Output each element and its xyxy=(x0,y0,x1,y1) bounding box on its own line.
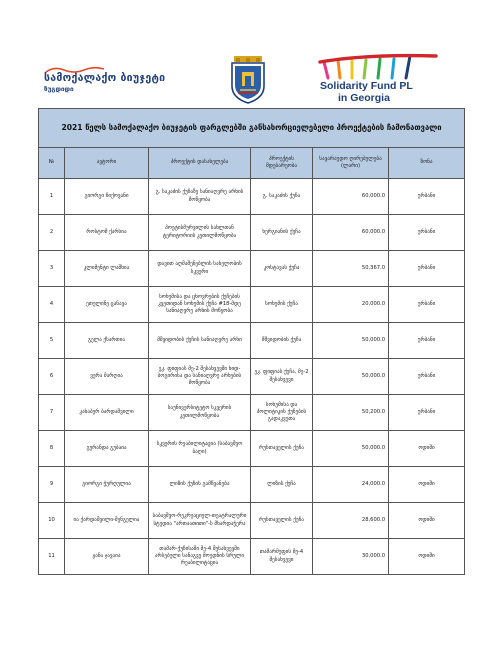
row-zone: ურბანი xyxy=(389,179,465,215)
coat-of-arms-icon xyxy=(228,56,268,104)
row-location: სოხუმის ქუჩა xyxy=(251,287,313,323)
row-location: ხერგიანის ქუჩა xyxy=(251,215,313,251)
civil-budget-logo-city: ზუგდიდი xyxy=(44,85,74,93)
table-row xyxy=(39,431,465,467)
row-zone: ურბანი xyxy=(389,287,465,323)
table-row xyxy=(39,287,465,323)
solidarity-fund-name: Solidarity Fund PL xyxy=(320,80,413,92)
row-location: კოსტავას ქუჩა xyxy=(251,251,313,287)
row-author: კახაბერ ბარდაშვილი xyxy=(65,395,149,431)
row-project-name: სოხუმისა და ცხოვრების ქუჩების კვეთიდან სოხუმის ქუჩა #18-მდე სანიაღვრე არხის მოწყობა xyxy=(149,287,251,323)
row-number: 11 xyxy=(39,539,65,575)
column-header-number: № xyxy=(39,148,65,179)
solidarity-fund-logo xyxy=(318,52,468,104)
row-zone: ურბანი xyxy=(389,251,465,287)
row-location: ლიზის ქუჩა xyxy=(251,467,313,503)
row-author: გელა ქსართია xyxy=(65,323,149,359)
row-zone: ურბანი xyxy=(389,359,465,395)
row-number: 6 xyxy=(39,359,65,395)
table-row xyxy=(39,251,465,287)
table-row xyxy=(39,359,465,395)
row-cost: 60,000.0 xyxy=(313,179,389,215)
logo-strip xyxy=(0,0,500,108)
row-cost: 28,600.0 xyxy=(313,503,389,539)
row-cost: 50,000.0 xyxy=(313,323,389,359)
solidarity-figures-icon xyxy=(318,52,438,80)
row-author: ია ქარდაშვილი-შენგელია xyxy=(65,503,149,539)
row-author: ეთელინე ცანავა xyxy=(65,287,149,323)
row-number: 7 xyxy=(39,395,65,431)
row-project-name: საუნივერსიტეტო სკვერის კეთილმოწყობა xyxy=(149,395,251,431)
row-zone: ურბანი xyxy=(389,323,465,359)
row-author: როსტომ ქარსია xyxy=(65,215,149,251)
row-number: 10 xyxy=(39,503,65,539)
table-row xyxy=(39,215,465,251)
row-zone: ოდიში xyxy=(389,431,465,467)
row-project-name: ლიზის ქუჩის გამწვანება xyxy=(149,467,251,503)
row-project-name: სკვერის რეაბილიტაცია (საბავშვო ბაღი) xyxy=(149,431,251,467)
table-row xyxy=(39,395,465,431)
row-zone: ოდიში xyxy=(389,467,465,503)
row-cost: 50,000.0 xyxy=(313,359,389,395)
column-header-location: პროექტის მდებარეობა xyxy=(251,148,313,179)
row-location: რუსთაველის ქუჩა xyxy=(251,431,313,467)
row-author: კლიმენტი ლაშხია xyxy=(65,251,149,287)
row-project-name: დავით აღმაშენებლის სახელობის სკვერი xyxy=(149,251,251,287)
row-project-name: საბავშვო-რეკრეაციულ-თეატრალური სტუდია "ართაათითი"-ს მხარდაჭერა xyxy=(149,503,251,539)
wave-icon xyxy=(44,66,114,74)
row-zone: ოდიში xyxy=(389,539,465,575)
column-header-estimated-cost: სავარაუდო ღირებულება (ლარი) xyxy=(313,148,389,179)
projects-table xyxy=(38,108,465,575)
row-cost: 50,000.0 xyxy=(313,431,389,467)
table-row xyxy=(39,179,465,215)
row-author: გიორგი ჭურღულია xyxy=(65,467,149,503)
column-header-project-name: პროექტის დასახელება xyxy=(149,148,251,179)
row-zone: ურბანი xyxy=(389,395,465,431)
row-author: ვერა მარღია xyxy=(65,359,149,395)
row-project-name: პოეტისმურვილის სახლთან ტერიტორიის კეთილმოწყობა xyxy=(149,215,251,251)
row-number: 2 xyxy=(39,215,65,251)
row-location: ეკ. ფიფიას ქუჩა, მე-2 შესახვევი xyxy=(251,359,313,395)
row-location: თამარმეფის მე-4 შესახვევი xyxy=(251,539,313,575)
row-location: გ. საკაძის ქუჩა xyxy=(251,179,313,215)
row-number: 8 xyxy=(39,431,65,467)
row-author: გიორგი ჩიქოვანი xyxy=(65,179,149,215)
row-cost: 50,200.0 xyxy=(313,395,389,431)
table-header-row xyxy=(39,148,465,179)
row-number: 5 xyxy=(39,323,65,359)
row-location: რუსთაველის ქუჩა xyxy=(251,503,313,539)
row-zone: ოდიში xyxy=(389,503,465,539)
table-row xyxy=(39,503,465,539)
row-author: გურანდა გუბაია xyxy=(65,431,149,467)
row-location: სოხუმისა და პოლიტიკის ქუჩების გადაკვეთა xyxy=(251,395,313,431)
row-cost: 30,000.0 xyxy=(313,539,389,575)
row-cost: 50,367.0 xyxy=(313,251,389,287)
row-number: 1 xyxy=(39,179,65,215)
row-zone: ურბანი xyxy=(389,215,465,251)
row-cost: 20,000.0 xyxy=(313,287,389,323)
row-project-name: მშვიდობის ქუჩის სანიაღვრე არხი xyxy=(149,323,251,359)
table-title: 2021 წელს სამოქალაქო ბიუჯეტის ფარგლებში განსახორციელებელი პროექტების ჩამონათვალი xyxy=(39,109,465,148)
solidarity-fund-country: in Georgia xyxy=(338,92,390,104)
row-project-name: გ. საკაძის ქუჩაზე სანიაღვრე არხის მოწყობა xyxy=(149,179,251,215)
row-project-name: ეკ. ფიფიას მე-2 შესახვევში ხიდ-ბოგირისა და სანიაღვრე არხების მოწყობა xyxy=(149,359,251,395)
column-header-author: ავტორი xyxy=(65,148,149,179)
row-number: 4 xyxy=(39,287,65,323)
row-cost: 60,000.0 xyxy=(313,215,389,251)
row-project-name: თამარ-ქუჩისაში მე-4 შესახვევში არსებული სანაგვე მოედნის სრული რეაბილიტაცია xyxy=(149,539,251,575)
row-location: მშვიდობის ქუჩა xyxy=(251,323,313,359)
row-author: ჟანა ჯავაია xyxy=(65,539,149,575)
row-cost: 24,000.0 xyxy=(313,467,389,503)
table-row xyxy=(39,323,465,359)
column-header-zone: ზონა xyxy=(389,148,465,179)
civil-budget-logo-title: სამოქალაქო ბიუჯეტი xyxy=(44,72,166,84)
table-row xyxy=(39,539,465,575)
row-number: 3 xyxy=(39,251,65,287)
civil-budget-logo xyxy=(44,72,178,93)
table-row xyxy=(39,467,465,503)
row-number: 9 xyxy=(39,467,65,503)
